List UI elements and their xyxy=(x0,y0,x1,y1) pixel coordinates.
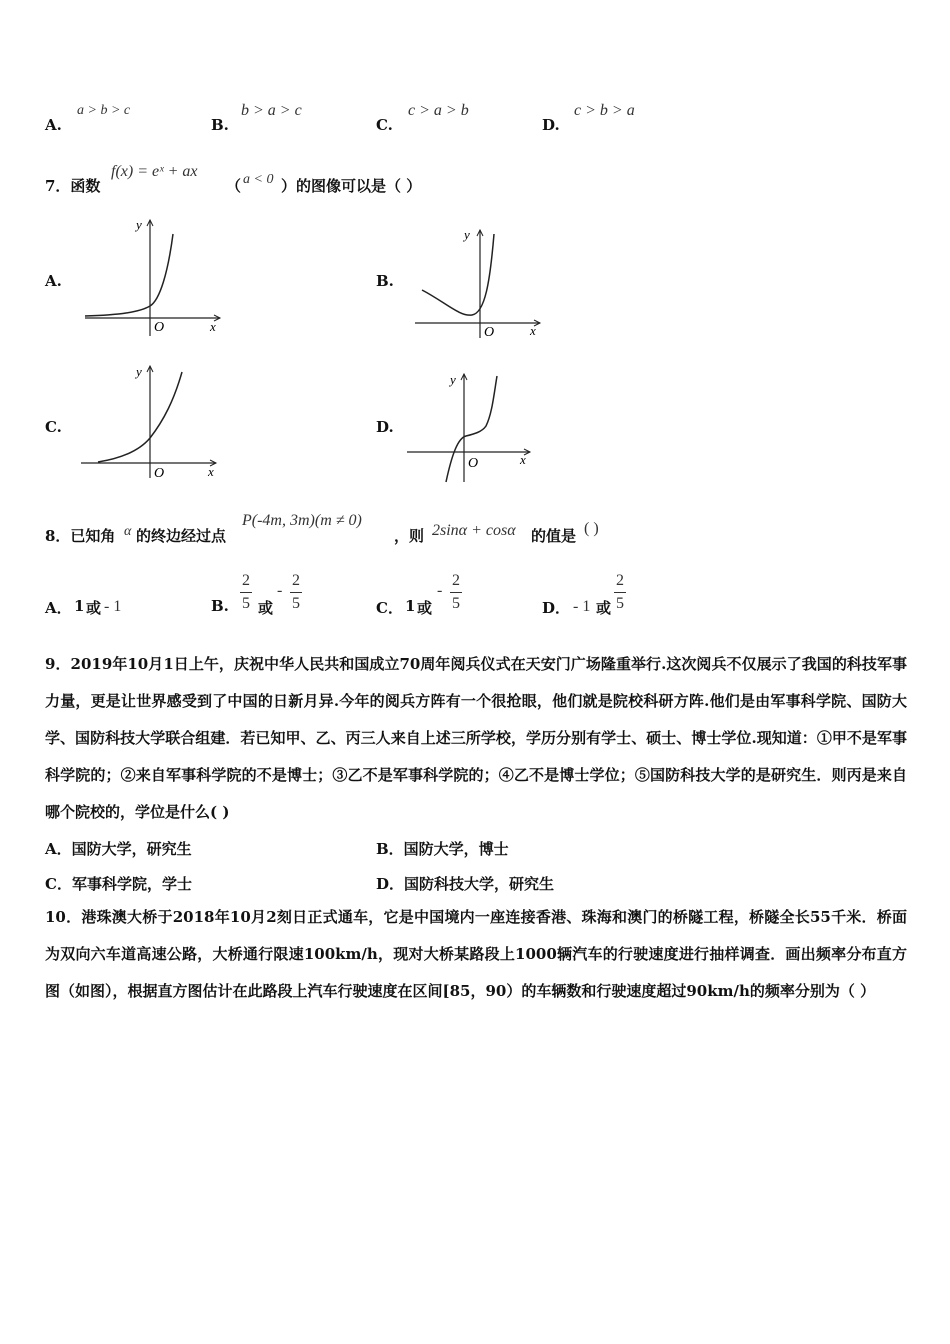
q8-option-a-term2: - 1 xyxy=(104,598,122,615)
q8-option-b-fraction-1 xyxy=(240,572,252,613)
q8-option-b-den-1: 5 xyxy=(242,595,250,612)
q7-paren-open: （ xyxy=(226,177,242,195)
q7-graph-c xyxy=(78,360,228,480)
q9-option-c: C．军事科学院，学士 xyxy=(45,875,192,893)
q7-a-y-label: y xyxy=(136,217,142,232)
q8-option-d-term1: - 1 xyxy=(573,598,591,615)
q8-option-c-num: 2 xyxy=(452,572,460,589)
q8-option-b-den-2: 5 xyxy=(292,595,300,612)
q8-option-c-term1: 1 xyxy=(405,597,416,615)
q7-option-a-label: A. xyxy=(45,272,62,290)
q8-option-b-fraction-2 xyxy=(290,572,302,613)
q8-option-a-or: 或 xyxy=(86,599,102,617)
q7-graph-b xyxy=(410,222,560,340)
q6-option-a-label: A. xyxy=(45,116,62,134)
q7-c-x-label: x xyxy=(208,464,214,479)
q7-prefix: 7．函数 xyxy=(45,177,101,195)
q8-paren: ( ) xyxy=(584,520,599,537)
q6-option-c-label: C. xyxy=(376,116,393,134)
q7-b-origin-label: O xyxy=(484,325,495,340)
q7-a-x-label: x xyxy=(210,319,216,334)
q8-point: P(-4m, 3m)(m ≠ 0) xyxy=(242,512,362,529)
q7-c-origin-label: O xyxy=(154,466,165,480)
q8-option-d-fraction xyxy=(614,572,626,613)
q8-option-c-label: C． xyxy=(376,599,403,617)
q8-mid: 的终边经过点 xyxy=(136,527,227,545)
q8-comma: ，则 xyxy=(394,527,425,545)
q7-function: f(x) = eˣ + ax xyxy=(111,163,198,180)
q7-option-c-label: C. xyxy=(45,418,62,436)
q6-option-c-expr: c > a > b xyxy=(408,102,469,119)
q9-option-d: D．国防科技大学，研究生 xyxy=(376,875,555,893)
q6-option-b-expr: b > a > c xyxy=(241,102,302,119)
q8-option-d-label: D． xyxy=(542,599,571,617)
q8-option-c-fraction xyxy=(450,572,462,613)
q9-option-a: A．国防大学，研究生 xyxy=(45,840,192,858)
q8-alpha: α xyxy=(124,524,132,539)
q8-option-a-label: A． xyxy=(45,599,72,617)
q6-option-d-expr: c > b > a xyxy=(574,102,635,119)
q7-graph-a xyxy=(80,212,230,340)
q8-option-d-or: 或 xyxy=(596,599,612,617)
q7-option-b-label: B. xyxy=(376,272,394,290)
q8-option-c-minus: - xyxy=(437,582,443,599)
q7-d-x-label: x xyxy=(520,452,526,467)
q8-prefix: 8．已知角 xyxy=(45,527,116,545)
q9-text: 9．2019年10月1日上午，庆祝中华人民共和国成立70周年阅兵仪式在天安门广场隆重举行.这次阅兵不仅展示了我国的科技军事力量，更是让世界感受到了中国的日新月异.今年的阅兵方阵有一个很抢眼，他们就是院校科研方阵.他们是由军事科学院、国防大学、国防科技大学联合组建．若已知甲、乙、丙三人来自上述三所学校，学历分别有学士、硕士、博士学位.现知道：①甲不是军事科学院的；②来自军事科学院的不是博士；③乙不是军事科学院的；④乙不是博士学位；⑤国防科技大学的是研究生．则丙是来自哪个院校的，学位是什么( ) xyxy=(45,655,907,821)
q8-option-d-den: 5 xyxy=(616,595,624,612)
q8-option-c-den: 5 xyxy=(452,595,460,612)
q7-option-d-label: D. xyxy=(376,418,394,436)
q9-option-b: B．国防大学，博士 xyxy=(376,840,509,858)
q7-b-y-label: y xyxy=(464,227,470,242)
q8-option-d-num: 2 xyxy=(616,572,624,589)
q7-c-y-label: y xyxy=(136,364,142,379)
q8-option-c-or: 或 xyxy=(417,599,433,617)
q8-option-a-term1: 1 xyxy=(74,597,85,615)
q8-suffix: 的值是 xyxy=(531,527,577,545)
q8-expr: 2sinα + cosα xyxy=(432,522,516,539)
q8-option-b-label: B. xyxy=(211,597,229,615)
q6-option-a-expr: a > b > c xyxy=(77,103,131,118)
q7-d-y-label: y xyxy=(450,372,456,387)
q7-suffix: ）的图像可以是（ ） xyxy=(281,177,422,195)
q8-option-b-num-1: 2 xyxy=(242,572,250,589)
q8-option-b-minus: - xyxy=(277,582,283,599)
q7-condition: a < 0 xyxy=(243,172,274,187)
q8-option-b-num-2: 2 xyxy=(292,572,300,589)
q6-option-b-label: B. xyxy=(211,116,229,134)
q7-a-origin-label: O xyxy=(154,320,165,335)
q7-d-origin-label: O xyxy=(468,456,479,471)
q7-graph-d xyxy=(402,368,542,484)
q6-option-d-label: D. xyxy=(542,116,560,134)
q7-b-x-label: x xyxy=(530,323,536,338)
q10-text: 10．港珠澳大桥于2018年10月2刻日正式通车，它是中国境内一座连接香港、珠海和澳门的桥隧工程，桥隧全长55千米．桥面为双向六车道高速公路，大桥通行限速100km/h，现对大桥某路段上1000辆汽车的行驶速度进行抽样调查．画出频率分布直方图（如图），根据直方图估计在此路段上汽车行驶速度在区间[85，90）的车辆数和行驶速度超过90km/h的频率分别为（ ） xyxy=(45,908,907,1000)
q8-option-b-or: 或 xyxy=(258,599,274,617)
